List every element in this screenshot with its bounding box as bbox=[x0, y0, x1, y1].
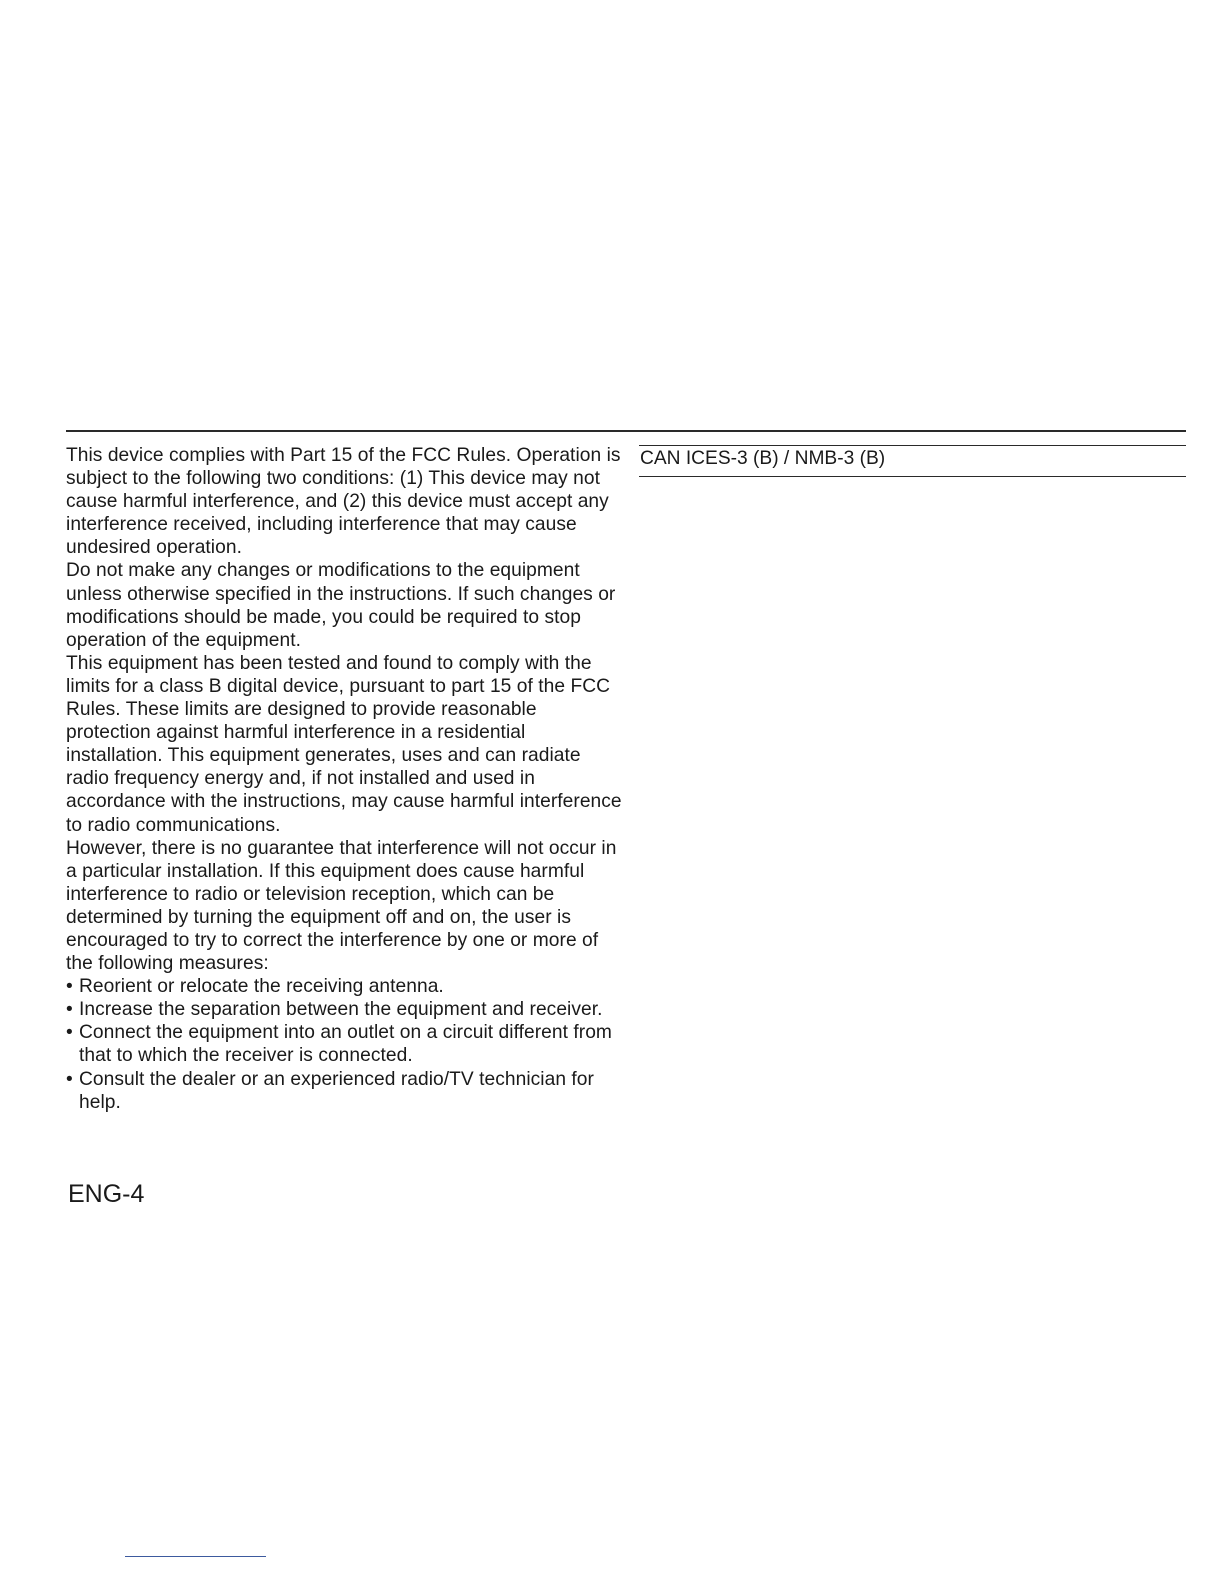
bullet-icon: • bbox=[66, 1022, 73, 1044]
bullet-icon: • bbox=[66, 976, 73, 998]
measure-text: Increase the separation between the equipment and receiver. bbox=[79, 999, 603, 1021]
bullet-icon: • bbox=[66, 999, 73, 1021]
modification-warning-paragraph: Do not make any changes or modifications to the equipment unless otherwise specified in the instructions. If such changes or modifications should be made, you could be required to stop operation of the equipment. bbox=[66, 560, 616, 651]
fcc-statement bbox=[66, 444, 626, 1114]
canada-statement bbox=[639, 445, 1186, 477]
fcc-compliance-paragraph: This device complies with Part 15 of the FCC Rules. Operation is subject to the following two conditions: (1) This device may not cause harmful interference, and (2) this device must accept any interference received, including interference that may cause undesired operation. bbox=[66, 445, 621, 559]
canada-bottom-divider bbox=[639, 476, 1186, 477]
measure-text: Consult the dealer or an experienced radio/TV technician for help. bbox=[79, 1068, 594, 1113]
interference-measures-list bbox=[66, 975, 626, 1114]
top-divider bbox=[66, 430, 1186, 432]
list-item bbox=[66, 1021, 626, 1067]
scan-edge-line bbox=[125, 1556, 266, 1557]
list-item bbox=[66, 998, 626, 1021]
class-b-limits-paragraph: This equipment has been tested and found to comply with the limits for a class B digital device, pursuant to part 15 of the FCC Rules. These limits are designed to provide reasonable protection against harmful interference in a residential installation. This equipment generates, uses and can radiate radio frequency energy and, if not installed and used in accordance with the instructions, may cause harmful interference to radio communications. bbox=[66, 652, 622, 836]
measure-text: Reorient or relocate the receiving antenna. bbox=[79, 976, 444, 998]
ices-compliance-label: CAN ICES-3 (B) / NMB-3 (B) bbox=[640, 448, 886, 469]
list-item bbox=[66, 1068, 626, 1114]
interference-guarantee-paragraph: However, there is no guarantee that interference will not occur in a particular installation. If this equipment does cause harmful interference to radio or television reception, which can be determined by turning the equipment off and on, the user is encouraged to try to correct the interference by one or more of the following measures: bbox=[66, 837, 617, 975]
list-item bbox=[66, 975, 626, 998]
measure-text: Connect the equipment into an outlet on a circuit different from that to which the receiver is connected. bbox=[79, 1022, 612, 1067]
page-number: ENG-4 bbox=[68, 1180, 145, 1208]
bullet-icon: • bbox=[66, 1068, 73, 1090]
